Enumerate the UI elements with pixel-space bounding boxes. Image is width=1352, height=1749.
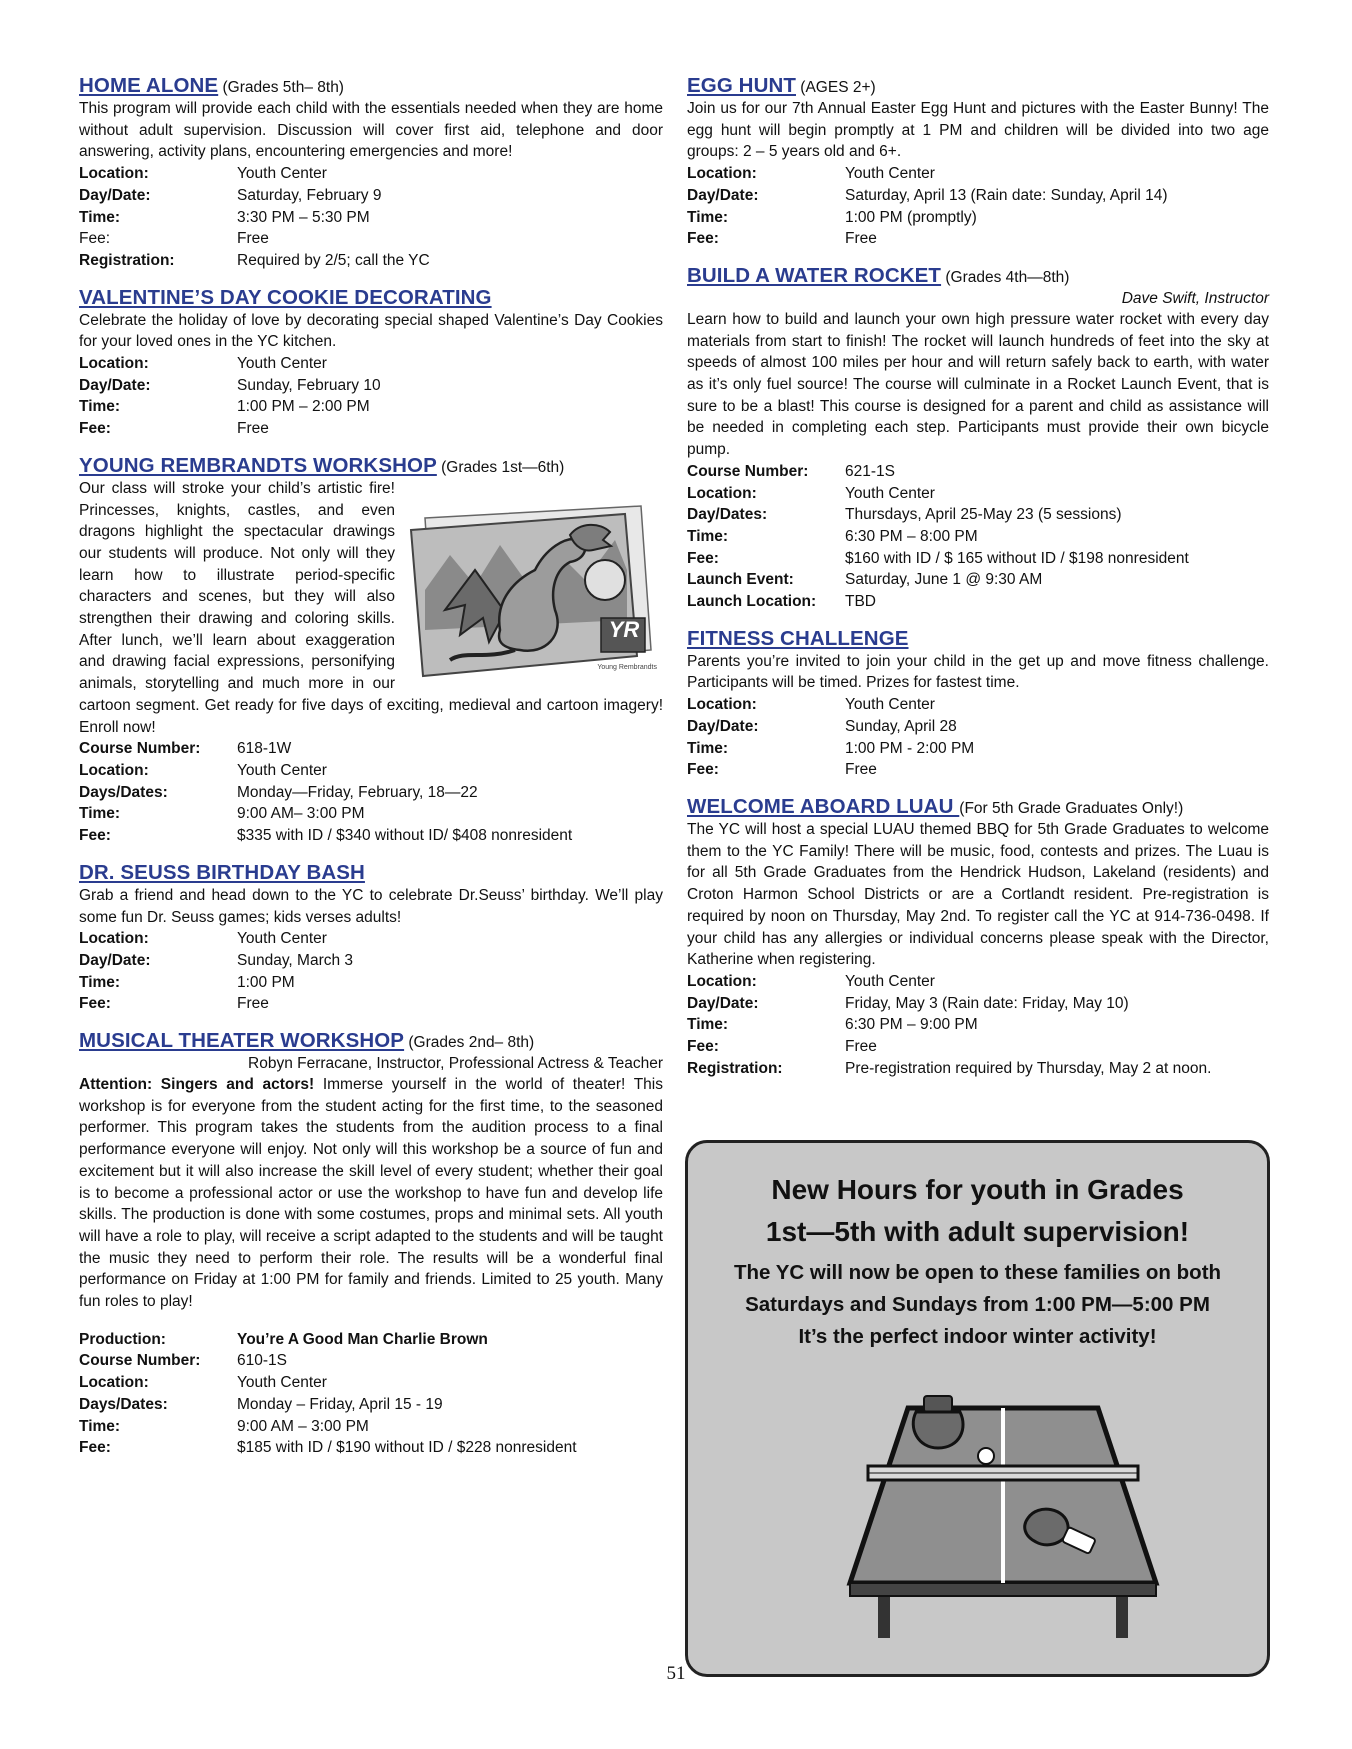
- event-title: BUILD A WATER ROCKET: [687, 263, 942, 287]
- detail-key: Day/Date:: [687, 717, 759, 735]
- ping-pong-table-icon: [838, 1368, 1168, 1648]
- event-description: [79, 1074, 663, 1313]
- event-description: Our class will stroke your child’s artistic fire! Princesses, knights, castles, and even dragons highlight the spectacular drawings our students will produce. Not only will they learn how to illustrate period-specific characters and scenes, but they will also strengthen their drawing and coloring skills. After lunch, we’ll learn about exaggeration and drawing facial expressions, personifying animals, storytelling and much more in our cartoon segment. Get ready for five days of exciting, medieval and cartoon imagery! Enroll now!: [79, 479, 663, 736]
- detail-value: 3:30 PM – 5:30 PM: [237, 208, 370, 226]
- detail-row: [79, 738, 663, 760]
- detail-value: 9:00 AM– 3:00 PM: [237, 805, 365, 823]
- detail-value: You’re A Good Man Charlie Brown: [237, 1330, 488, 1348]
- promo-body: [688, 1257, 1267, 1353]
- detail-row: [687, 694, 1269, 716]
- detail-key: Course Number:: [687, 462, 809, 480]
- detail-key: Location:: [79, 165, 149, 183]
- detail-key: Fee:: [79, 1439, 111, 1457]
- detail-value: Monday—Friday, February, 18—22: [237, 783, 478, 801]
- detail-row: [687, 738, 1269, 760]
- yr-logo: YR: [608, 616, 640, 642]
- detail-key: Fee:: [79, 827, 111, 845]
- detail-key: Time:: [79, 398, 121, 416]
- detail-key: Fee:: [687, 1038, 719, 1056]
- promo-headline: [688, 1169, 1267, 1253]
- event-grades: (Grades 4th—8th): [941, 268, 1070, 286]
- detail-key: Fee:: [79, 995, 111, 1013]
- event-header: [687, 626, 1269, 651]
- detail-row: [79, 928, 663, 950]
- detail-row: [79, 1437, 663, 1459]
- detail-value: 6:30 PM – 8:00 PM: [845, 527, 978, 545]
- event-grades: (Grades 2nd– 8th): [404, 1034, 535, 1052]
- detail-value: TBD: [845, 593, 876, 611]
- detail-row: [79, 185, 663, 207]
- detail-row: [79, 353, 663, 375]
- detail-row: [79, 825, 663, 847]
- detail-row: [687, 185, 1269, 207]
- detail-row: [79, 375, 663, 397]
- detail-value: Free: [237, 420, 269, 438]
- detail-row: [687, 993, 1269, 1015]
- event-eligibility: (For 5th Grade Graduates Only!): [959, 799, 1184, 817]
- detail-key: Fee:: [687, 230, 719, 248]
- detail-row: [687, 207, 1269, 229]
- event-home-alone: [79, 76, 663, 272]
- detail-value: Youth Center: [237, 1374, 327, 1392]
- detail-value: $185 with ID / $190 without ID / $228 nonresident: [237, 1439, 577, 1457]
- detail-value: 9:00 AM – 3:00 PM: [237, 1417, 369, 1435]
- detail-key: Location:: [79, 930, 149, 948]
- detail-key: Location:: [687, 484, 757, 502]
- detail-key: Time:: [687, 527, 729, 545]
- event-header: [79, 285, 663, 310]
- detail-row: [79, 760, 663, 782]
- event-grades: (Grades 5th– 8th): [218, 79, 344, 96]
- promo-headline-line: 1st—5th with adult supervision!: [765, 1216, 1190, 1247]
- detail-key: Time:: [687, 208, 729, 226]
- event-title: YOUNG REMBRANDTS WORKSHOP: [79, 453, 437, 477]
- dragon-illustration-icon: [405, 500, 663, 680]
- detail-row: [79, 418, 663, 440]
- event-title: VALENTINE’S DAY COOKIE DECORATING: [79, 285, 492, 309]
- event-dr-seuss: [79, 860, 663, 1015]
- detail-row: [687, 716, 1269, 738]
- detail-key: Production:: [79, 1330, 166, 1348]
- detail-row: [79, 1350, 663, 1372]
- detail-value: Free: [845, 1038, 877, 1056]
- event-title: EGG HUNT: [687, 74, 796, 97]
- detail-key: Location:: [687, 972, 757, 990]
- event-musical-theater: [79, 1031, 663, 1459]
- detail-key: Day/Dates:: [687, 506, 768, 524]
- detail-key: Fee:: [79, 230, 111, 248]
- detail-key: Time:: [79, 208, 121, 226]
- left-column: [79, 76, 663, 1475]
- detail-value: Youth Center: [845, 696, 935, 714]
- detail-row: [79, 1329, 663, 1351]
- detail-value: Youth Center: [845, 165, 935, 183]
- detail-value: Thursdays, April 25-May 23 (5 sessions): [845, 506, 1122, 524]
- detail-key: Location:: [687, 165, 757, 183]
- event-header: [687, 263, 1269, 288]
- detail-row: [79, 950, 663, 972]
- promo-body-line: The YC will now be open to these families on both: [733, 1261, 1222, 1284]
- detail-key: Time:: [79, 973, 121, 991]
- detail-value: 1:00 PM - 2:00 PM: [845, 739, 975, 757]
- detail-row: [79, 1416, 663, 1438]
- detail-row: [79, 993, 663, 1015]
- detail-key: Fee:: [687, 549, 719, 567]
- right-column: [687, 76, 1269, 1095]
- event-title: DR. SEUSS BIRTHDAY BASH: [79, 860, 365, 884]
- detail-row: [79, 972, 663, 994]
- instructor-credit: Robyn Ferracane, Instructor, Professional Actress & Teacher: [248, 1055, 663, 1073]
- detail-key: Launch Location:: [687, 593, 817, 611]
- detail-key: Location:: [79, 761, 149, 779]
- detail-value: Free: [845, 230, 877, 248]
- detail-row: [79, 396, 663, 418]
- detail-key: Registration:: [79, 251, 175, 269]
- detail-key: Registration:: [687, 1059, 783, 1077]
- detail-value: Saturday, June 1 @ 9:30 AM: [845, 571, 1043, 589]
- detail-row: [79, 1372, 663, 1394]
- detail-row: [687, 759, 1269, 781]
- event-water-rocket: [687, 263, 1269, 613]
- event-title: FITNESS CHALLENGE: [687, 626, 909, 650]
- detail-value: Required by 2/5; call the YC: [237, 251, 430, 269]
- detail-value: Sunday, March 3: [237, 951, 354, 969]
- detail-row: [687, 548, 1269, 570]
- detail-row: [79, 207, 663, 229]
- detail-value: 6:30 PM – 9:00 PM: [845, 1016, 978, 1034]
- detail-row: [79, 1394, 663, 1416]
- event-title: WELCOME ABOARD LUAU: [687, 794, 960, 818]
- detail-key: Days/Dates:: [79, 783, 168, 801]
- promo-body-line: Saturdays and Sundays from 1:00 PM—5:00 PM: [745, 1293, 1210, 1316]
- detail-value: Youth Center: [237, 761, 327, 779]
- detail-row: [687, 591, 1269, 613]
- detail-key: Time:: [79, 805, 121, 823]
- detail-row: [687, 569, 1269, 591]
- detail-key: Location:: [687, 696, 757, 714]
- detail-row: [79, 163, 663, 185]
- detail-key: Day/Date:: [687, 186, 759, 204]
- event-title: MUSICAL THEATER WORKSHOP: [79, 1029, 405, 1053]
- event-header: [687, 76, 1269, 98]
- description-body: Immerse yourself in the world of theater! This workshop is for everyone from the student acting for the first time, to the seasoned performer. This program takes the students from the audition process to a final performance everyone will enjoy. Not only will this workshop be a source of fun and excitement but it will also increase the skill level of every student; whether their goal is to become a professional actor or use the workshop to have fun and develop life skills. The production is done with some costumes, props and minimal sets. All youth will have a role to play, will receive a script adapted to the students and will be taught the music they need to perform their role. The results will be a wonderful final performance on Friday at 1:00 PM for family and friends. Limited to 25 youth. Many fun roles to play!: [79, 1076, 663, 1311]
- detail-value: Monday – Friday, April 15 - 19: [237, 1395, 443, 1413]
- detail-key: Day/Date:: [79, 376, 151, 394]
- event-header: [687, 794, 1269, 819]
- detail-value: 1:00 PM – 2:00 PM: [237, 398, 370, 416]
- detail-value: 1:00 PM: [237, 973, 295, 991]
- promo-body-line: It’s the perfect indoor winter activity!: [798, 1325, 1157, 1348]
- detail-value: 610-1S: [237, 1352, 287, 1370]
- detail-key: Launch Event:: [687, 571, 794, 589]
- instructor-credit: Dave Swift, Instructor: [1121, 289, 1269, 307]
- yr-logo-caption: Young Rembrandts: [597, 663, 657, 671]
- event-welcome-aboard-luau: [687, 794, 1269, 1079]
- detail-key: Time:: [687, 739, 729, 757]
- detail-row: [79, 782, 663, 804]
- detail-row: [687, 504, 1269, 526]
- detail-row: [687, 228, 1269, 250]
- event-grades: (Grades 1st—6th): [436, 458, 565, 476]
- detail-key: Location:: [79, 1374, 149, 1392]
- detail-value: Free: [237, 230, 269, 248]
- event-header: [79, 76, 663, 98]
- detail-value: Youth Center: [237, 355, 327, 373]
- detail-key: Course Number:: [79, 740, 201, 758]
- event-valentine-cookie: [79, 285, 663, 440]
- description-lead: Attention: Singers and actors!: [79, 1076, 315, 1094]
- detail-key: Location:: [79, 355, 149, 373]
- detail-value: $335 with ID / $340 without ID/ $408 nonresident: [237, 827, 573, 845]
- event-description: Grab a friend and head down to the YC to celebrate Dr.Seuss’ birthday. We’ll play some fun Dr. Seuss games; kids verses adults!: [79, 886, 663, 926]
- detail-key: Time:: [79, 1417, 121, 1435]
- detail-row: [687, 461, 1269, 483]
- detail-value: $160 with ID / $ 165 without ID / $198 nonresident: [845, 549, 1189, 567]
- page-number: 51: [666, 1663, 686, 1684]
- event-ages: (AGES 2+): [796, 79, 876, 96]
- detail-value: Free: [237, 995, 269, 1013]
- detail-key: Days/Dates:: [79, 1395, 168, 1413]
- detail-value: Youth Center: [845, 484, 935, 502]
- detail-row: [687, 971, 1269, 993]
- event-header: [79, 453, 663, 478]
- detail-row: [687, 526, 1269, 548]
- detail-value: 618-1W: [237, 740, 292, 758]
- detail-row: [687, 163, 1269, 185]
- event-header: [79, 860, 663, 885]
- detail-row: [687, 1014, 1269, 1036]
- dragon-drawing-image: [405, 500, 663, 680]
- detail-key: Fee:: [79, 420, 111, 438]
- detail-key: Day/Date:: [79, 951, 151, 969]
- event-description: Join us for our 7th Annual Easter Egg Hunt and pictures with the Easter Bunny! The egg hunt will begin promptly at 1 PM and children will be divided into two age groups: 2 – 5 years old and 6+.: [687, 100, 1269, 161]
- detail-row: [79, 250, 663, 272]
- detail-value: Friday, May 3 (Rain date: Friday, May 10): [845, 994, 1129, 1012]
- detail-row: [79, 803, 663, 825]
- detail-value: Youth Center: [237, 930, 327, 948]
- event-fitness-challenge: [687, 626, 1269, 781]
- event-egg-hunt: [687, 76, 1269, 250]
- detail-value: Youth Center: [845, 972, 935, 990]
- rembrandts-body: [79, 478, 663, 738]
- detail-key: Fee:: [687, 761, 719, 779]
- detail-key: Time:: [687, 1016, 729, 1034]
- detail-row: [687, 483, 1269, 505]
- detail-value: Pre-registration required by Thursday, May 2 at noon.: [845, 1059, 1212, 1077]
- event-description: Learn how to build and launch your own high pressure water rocket with every day materials from start to finish! The rocket will launch hundreds of feet into the sky at speeds of almost 100 miles per hour and will return safely back to earth, with water as it’s only fuel source! The course will culminate in a Rocket Launch Event, that is sure to be a blast! This course is designed for a parent and child as assistance will be needed in completing each step. Participants must provide their own bicycle pump.: [687, 310, 1269, 459]
- event-description: Celebrate the holiday of love by decorating special shaped Valentine’s Day Cookies for your loved ones in the YC kitchen.: [79, 311, 663, 351]
- detail-key: Day/Date:: [79, 186, 151, 204]
- new-hours-promo-box: [685, 1140, 1270, 1677]
- detail-value: Youth Center: [237, 165, 327, 183]
- detail-value: Sunday, April 28: [845, 717, 957, 735]
- detail-key: Day/Date:: [687, 994, 759, 1012]
- event-description: The YC will host a special LUAU themed BBQ for 5th Grade Graduates to welcome them to the YC Family! There will be music, food, contests and prizes. The Luau is for all 5th Grade Graduates from the Hendrick Hudson, Lakeland (residents) and Croton Harmon School Districts or are a Cortlandt resident. Pre-registration is required by noon on Thursday, May 2nd. To register call the YC at 914-736-0498. If your child has any allergies or individual concerns please speak with the Director, Katherine when registering.: [687, 820, 1269, 969]
- event-young-rembrandts: [79, 453, 663, 847]
- event-title: HOME ALONE: [79, 74, 219, 97]
- detail-row: [687, 1058, 1269, 1080]
- detail-value: 1:00 PM (promptly): [845, 208, 977, 226]
- detail-value: 621-1S: [845, 462, 895, 480]
- event-description: Parents you’re invited to join your child in the get up and move fitness challenge. Participants will be timed. Prizes for fastest time.: [687, 652, 1269, 692]
- promo-headline-line: New Hours for youth in Grades: [771, 1174, 1184, 1205]
- detail-value: Sunday, February 10: [237, 376, 381, 394]
- detail-value: Free: [845, 761, 877, 779]
- detail-value: Saturday, February 9: [237, 186, 382, 204]
- detail-value: Saturday, April 13 (Rain date: Sunday, April 14): [845, 186, 1168, 204]
- event-description: This program will provide each child with the essentials needed when they are home without adult supervision. Discussion will cover first aid, telephone and door answering, activity plans, encountering emergencies and more!: [79, 100, 663, 161]
- detail-key: Course Number:: [79, 1352, 201, 1370]
- detail-row: [687, 1036, 1269, 1058]
- event-header: [79, 1031, 663, 1053]
- detail-row: [79, 228, 663, 250]
